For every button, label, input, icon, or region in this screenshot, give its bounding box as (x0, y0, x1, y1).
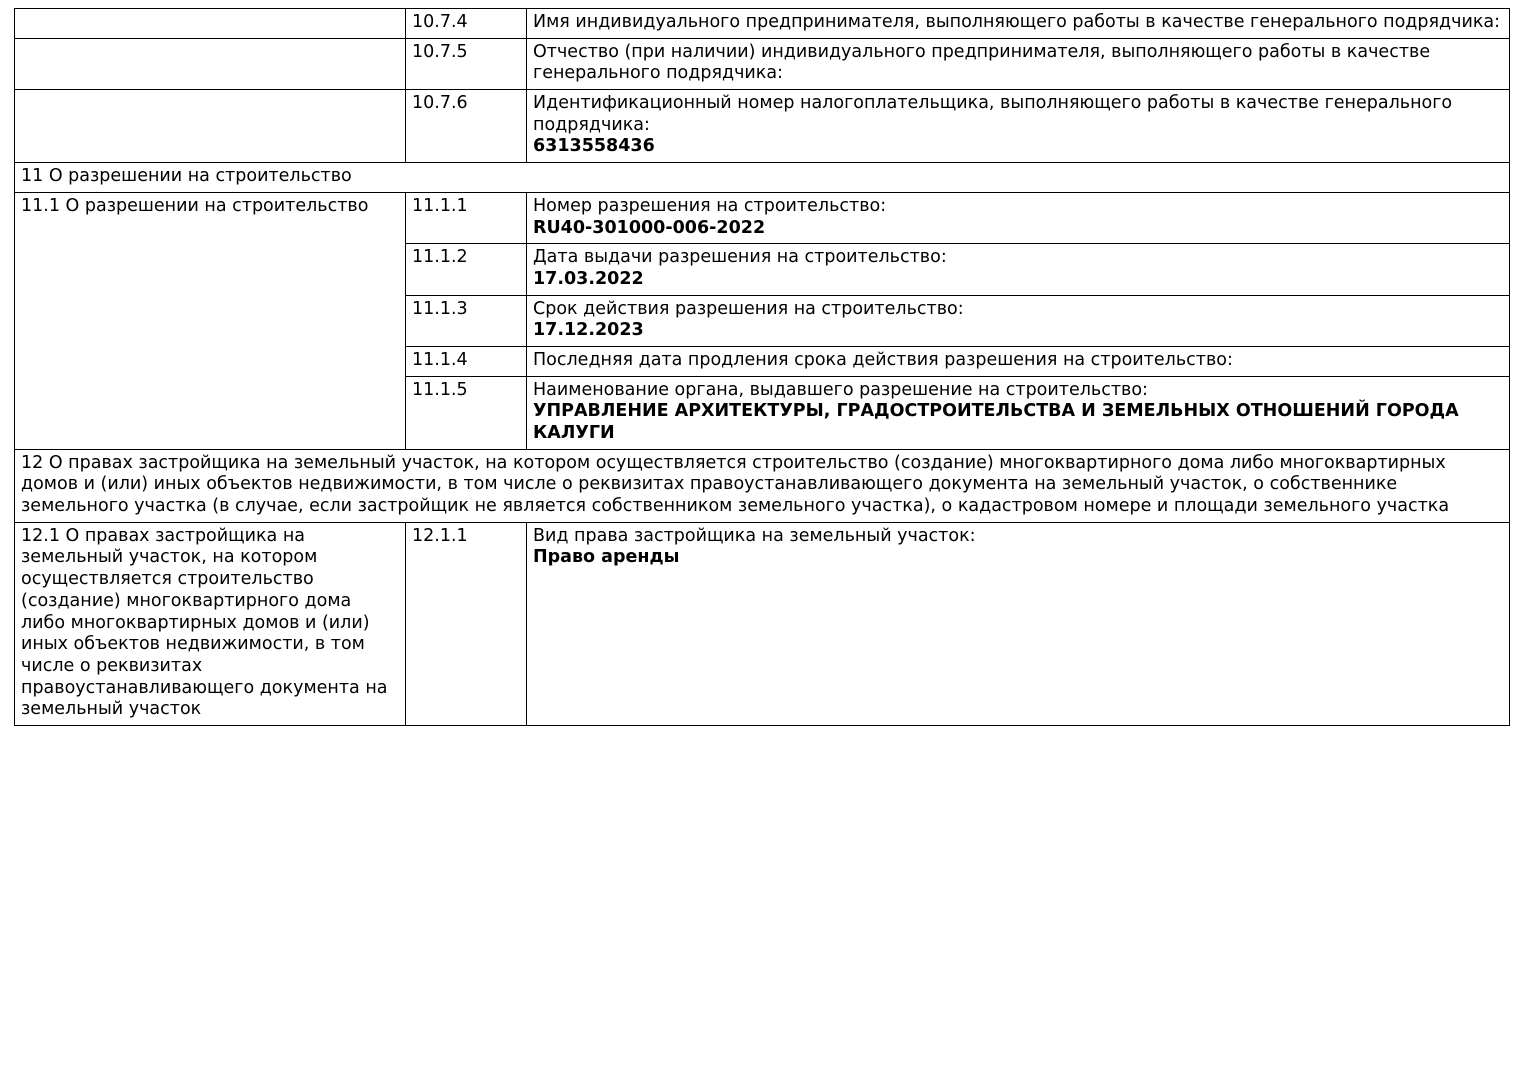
row-label-cell (15, 38, 406, 89)
row-number-cell: 11.1.4 (406, 346, 527, 376)
section-header-row (15, 163, 1510, 193)
row-value: 17.12.2023 (533, 320, 644, 341)
table-row (15, 522, 1510, 725)
section-12-title: 12 О правах застройщика на земельный участок, на котором осуществляется строительство (создание) многоквартирного дома либо многоквартирных домов и (или) иных объектов недвижимости, в том числе о реквизитах правоустанавливающего документа на земельный участок, о собственнике земельного участка (в случае, если застройщик не является собственником земельного участка), о кадастровом номере и площади земельного участка (15, 449, 1510, 522)
row-content-cell (527, 244, 1510, 295)
row-content-cell (527, 38, 1510, 89)
table-row (15, 9, 1510, 39)
row-number-cell: 10.7.5 (406, 38, 527, 89)
table-row (15, 192, 1510, 243)
row-label-cell (15, 9, 406, 39)
section-11-group-label: 11.1 О разрешении на строительство (15, 192, 406, 449)
row-value: RU40-301000-006-2022 (533, 217, 766, 238)
row-content-cell (527, 295, 1510, 346)
row-caption: Отчество (при наличии) индивидуального предпринимателя, выполняющего работы в качестве генерального подрядчика: (533, 41, 1431, 84)
row-content-cell (527, 522, 1510, 725)
row-value: УПРАВЛЕНИЕ АРХИТЕКТУРЫ, ГРАДОСТРОИТЕЛЬСТВА И ЗЕМЕЛЬНЫХ ОТНОШЕНИЙ ГОРОДА КАЛУГИ (533, 401, 1459, 443)
section-11-title: 11 О разрешении на строительство (15, 163, 1510, 193)
row-number-cell: 11.1.5 (406, 376, 527, 449)
table-row (15, 38, 1510, 89)
row-content-cell (527, 192, 1510, 243)
section-header-row (15, 449, 1510, 522)
row-caption: Идентификационный номер налогоплательщика, выполняющего работы в качестве генерального подрядчика: (533, 93, 1453, 135)
row-content-cell (527, 376, 1510, 449)
row-label-cell (15, 90, 406, 163)
row-number-cell: 12.1.1 (406, 522, 527, 725)
row-value: Право аренды (533, 547, 680, 568)
row-caption: Вид права застройщика на земельный участок: (533, 525, 976, 546)
row-number-cell: 10.7.4 (406, 9, 527, 39)
row-number-cell: 11.1.1 (406, 192, 527, 243)
row-caption: Срок действия разрешения на строительство: (533, 298, 964, 319)
row-number-cell: 10.7.6 (406, 90, 527, 163)
row-caption: Номер разрешения на строительство: (533, 195, 887, 216)
row-number-cell: 11.1.2 (406, 244, 527, 295)
section-12-group-label: 12.1 О правах застройщика на земельный участок, на котором осуществляется строительство (создание) многоквартирного дома либо многоквартирных домов и (или) иных объектов недвижимости, в том числе о реквизитах правоустанавливающего документа на земельный участок (15, 522, 406, 725)
row-value: 6313558436 (533, 136, 655, 157)
row-content-cell (527, 346, 1510, 376)
declaration-table (14, 8, 1510, 726)
row-value: 17.03.2022 (533, 268, 644, 289)
row-content-cell (527, 9, 1510, 39)
table-row (15, 90, 1510, 163)
row-caption: Дата выдачи разрешения на строительство: (533, 247, 947, 268)
row-caption: Наименование органа, выдавшего разрешение на строительство: (533, 379, 1148, 400)
row-caption: Последняя дата продления срока действия разрешения на строительство: (533, 349, 1233, 370)
row-caption: Имя индивидуального предпринимателя, выполняющего работы в качестве генерального подрядчика: (533, 12, 1501, 32)
row-content-cell (527, 90, 1510, 163)
row-number-cell: 11.1.3 (406, 295, 527, 346)
